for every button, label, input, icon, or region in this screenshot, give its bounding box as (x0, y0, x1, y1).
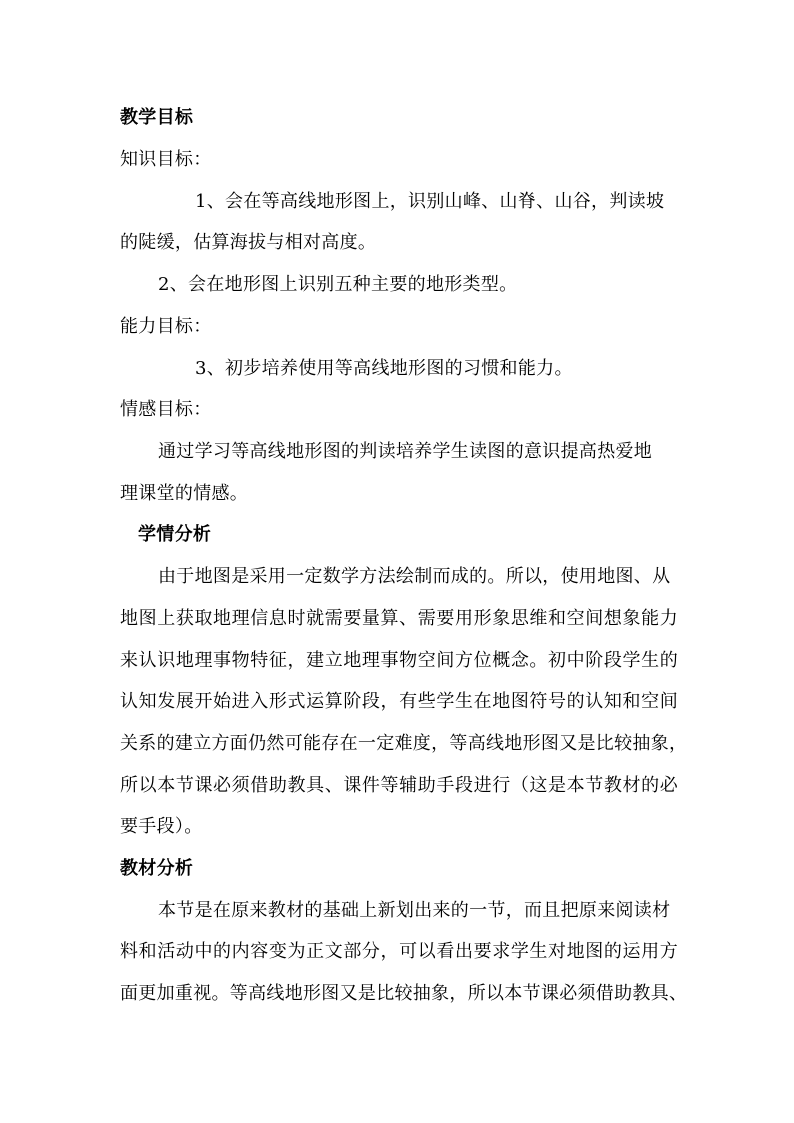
student-analysis-line: 所以本节课必须借助教具、课件等辅助手段进行（这是本节教材的必 (120, 775, 678, 796)
heading-teaching-goals: 教学目标 (120, 107, 194, 128)
student-analysis-line: 来认识地理事物特征，建立地理事物空间方位概念。初中阶段学生的 (120, 650, 678, 671)
textbook-analysis-line: 面更加重视。等高线地形图又是比较抽象，所以本节课必须借助教具、 (120, 983, 688, 1004)
emotion-line-1: 通过学习等高线地形图的判读培养学生读图的意识提高热爱地 (158, 441, 653, 462)
ability-item-3: 3、初步培养使用等高线地形图的习惯和能力。 (195, 358, 573, 379)
emotion-line-2: 理课堂的情感。 (120, 483, 249, 504)
heading-student-analysis: 学情分析 (138, 524, 212, 545)
student-analysis-line: 要手段）。 (120, 816, 203, 837)
student-analysis-line: 关系的建立方面仍然可能存在一定难度，等高线地形图又是比较抽象， (120, 733, 688, 754)
textbook-analysis-line: 本节是在原来教材的基础上新划出来的一节，而且把原来阅读材 (158, 900, 671, 921)
heading-textbook-analysis: 教材分析 (120, 858, 194, 879)
student-analysis-line: 认知发展开始进入形式运算阶段，有些学生在地图符号的认知和空间 (120, 691, 678, 712)
student-analysis-line: 地图上获取地理信息时就需要量算、需要用形象思维和空间想象能力 (120, 608, 678, 629)
student-analysis-line: 由于地图是采用一定数学方法绘制而成的。所以，使用地图、从 (158, 566, 671, 587)
textbook-analysis-line: 料和活动中的内容变为正文部分，可以看出要求学生对地图的运用方 (120, 941, 678, 962)
knowledge-item-1-line-1: 1、会在等高线地形图上，识别山峰、山脊、山谷，判读坡 (195, 191, 665, 212)
emotion-goal-label: 情感目标： (120, 399, 212, 420)
knowledge-item-2: 2、会在地形图上识别五种主要的地形类型。 (158, 274, 518, 295)
knowledge-item-1-line-2: 的陡缓，估算海拔与相对高度。 (120, 232, 377, 253)
ability-goal-label: 能力目标： (120, 316, 212, 337)
knowledge-goal-label: 知识目标： (120, 149, 212, 170)
